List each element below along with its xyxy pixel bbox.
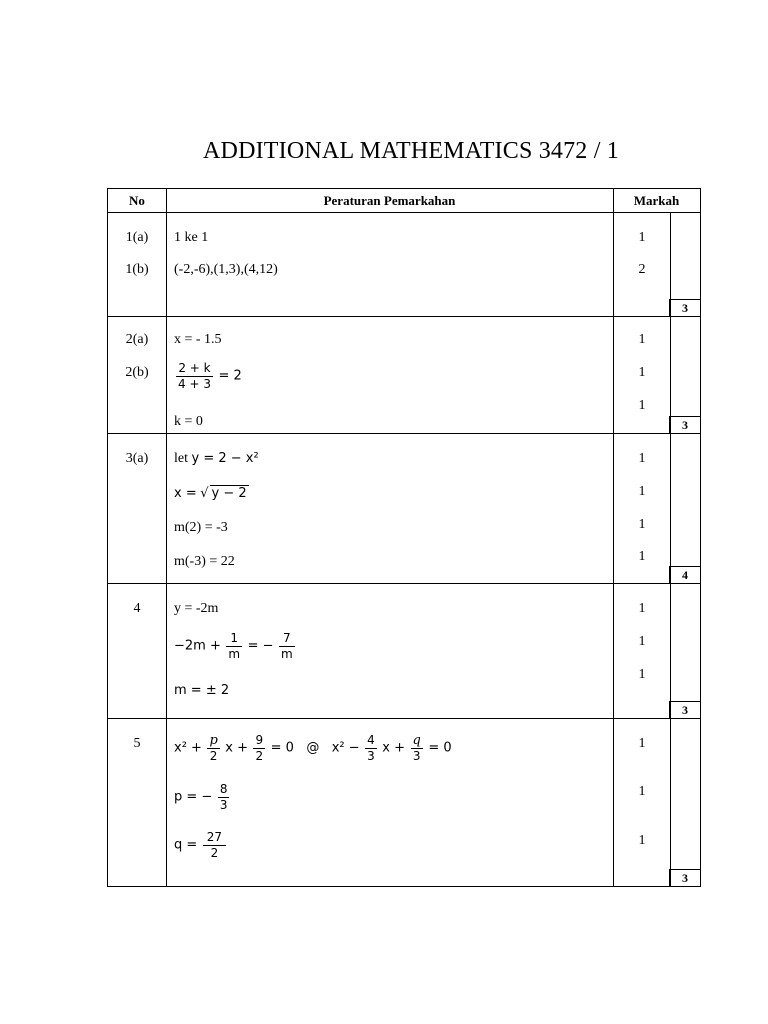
answer-line: (-2,-6),(1,3),(4,12): [174, 262, 278, 277]
equation-lhs: p = −: [174, 789, 213, 805]
mark-value: 1: [638, 784, 646, 799]
fraction-numerator: 27: [203, 830, 226, 846]
marking-scheme-table: [107, 188, 701, 887]
fraction-numerator: q: [412, 733, 421, 748]
total-marks: 3: [669, 701, 700, 718]
mark-value: 1: [638, 332, 646, 347]
equation-lhs: q =: [174, 837, 198, 853]
sqrt-sign: √: [200, 486, 209, 501]
mark-value: 1: [638, 736, 646, 751]
mark-value: 1: [638, 230, 646, 245]
question-number: 2(a): [125, 332, 149, 347]
answer-line: x = - 1.5: [174, 332, 222, 347]
fraction: [218, 782, 230, 813]
mark-value: 1: [638, 484, 646, 499]
fraction-denominator: 3: [412, 749, 421, 763]
mark-value: 1: [638, 517, 646, 532]
header-no: No: [129, 193, 145, 208]
equation-lhs: x =: [174, 486, 197, 501]
equation-rhs: = 2: [218, 368, 242, 384]
mark-value: 1: [638, 667, 646, 682]
mark-value: 1: [638, 398, 646, 413]
equation: y = 2 − x²: [191, 451, 259, 466]
question-number: 2(b): [125, 365, 149, 380]
answer-line: m(-3) = 22: [174, 554, 235, 569]
fraction-denominator: m: [280, 647, 293, 661]
answer-equation: [174, 631, 297, 662]
fraction-denominator: 2: [209, 749, 218, 763]
total-marks: 3: [669, 299, 700, 316]
fraction: [411, 733, 423, 764]
table-row-q4: [108, 584, 700, 719]
equation-part: x² +: [174, 740, 202, 756]
answer-equation: [174, 830, 228, 861]
equation-lhs: −2m +: [174, 638, 221, 654]
mark-value: 1: [638, 549, 646, 564]
answer-line: [174, 451, 259, 467]
fraction-numerator: 9: [255, 733, 264, 747]
answer-line: m(2) = -3: [174, 520, 228, 535]
answer-line: 1 ke 1: [174, 230, 209, 245]
mark-value: 1: [638, 365, 646, 380]
answer-equation: [174, 782, 231, 813]
fraction: [365, 733, 377, 764]
answer-line: y = -2m: [174, 601, 219, 616]
table-row-q3: [108, 434, 700, 584]
table-row-q1: [108, 213, 700, 317]
answer-line: k = 0: [174, 414, 203, 429]
sqrt-expression: y − 2: [211, 486, 247, 501]
fraction-denominator: 4 + 3: [178, 377, 211, 391]
question-number: 1(a): [125, 230, 149, 245]
fraction-numerator: p: [209, 733, 218, 748]
fraction-numerator: 1: [226, 631, 242, 647]
fraction-denominator: 3: [219, 798, 228, 812]
question-number: 5: [133, 736, 141, 751]
answer-line: [174, 485, 249, 502]
page-title: ADDITIONAL MATHEMATICS 3472 / 1: [203, 138, 619, 164]
fraction: [176, 361, 213, 392]
mark-value: 1: [638, 601, 646, 616]
fraction-numerator: 7: [279, 631, 295, 647]
mark-value: 2: [638, 262, 646, 277]
equation-part: x +: [382, 740, 406, 756]
fraction: [253, 733, 265, 764]
total-marks: 3: [669, 869, 700, 886]
fraction: [226, 631, 242, 662]
fraction-numerator: 4: [367, 733, 375, 747]
fraction-denominator: 3: [367, 749, 375, 763]
question-number: 4: [133, 601, 141, 616]
fraction-numerator: 8: [219, 782, 228, 796]
equals-sign: = −: [247, 638, 274, 654]
equation-part: = 0 @ x² −: [270, 740, 360, 756]
fraction-denominator: m: [228, 647, 241, 661]
mark-value: 1: [638, 634, 646, 649]
header-marks: Markah: [633, 193, 680, 208]
table-row-q5: [108, 719, 700, 886]
table-row-q2: [108, 317, 700, 434]
question-number: 3(a): [125, 451, 149, 466]
equation: m = ± 2: [174, 683, 230, 698]
equation-part: x +: [225, 740, 248, 756]
mark-value: 1: [638, 833, 646, 848]
fraction: [207, 733, 219, 764]
question-number: 1(b): [125, 262, 149, 277]
answer-line: [174, 683, 229, 699]
fraction-denominator: 2: [210, 846, 219, 860]
fraction: [203, 830, 226, 861]
total-marks: 4: [669, 566, 700, 583]
fraction-numerator: 2 + k: [176, 361, 213, 377]
equation-part: = 0: [428, 740, 452, 756]
table-header: [108, 189, 700, 213]
fraction-denominator: 2: [255, 749, 264, 763]
answer-equation: [174, 733, 452, 764]
total-marks: 3: [669, 416, 700, 433]
answer-equation: [174, 361, 242, 392]
mark-value: 1: [638, 451, 646, 466]
header-rules: Peraturan Pemarkahan: [323, 193, 456, 208]
let-text: let: [174, 451, 188, 466]
fraction: [279, 631, 295, 662]
